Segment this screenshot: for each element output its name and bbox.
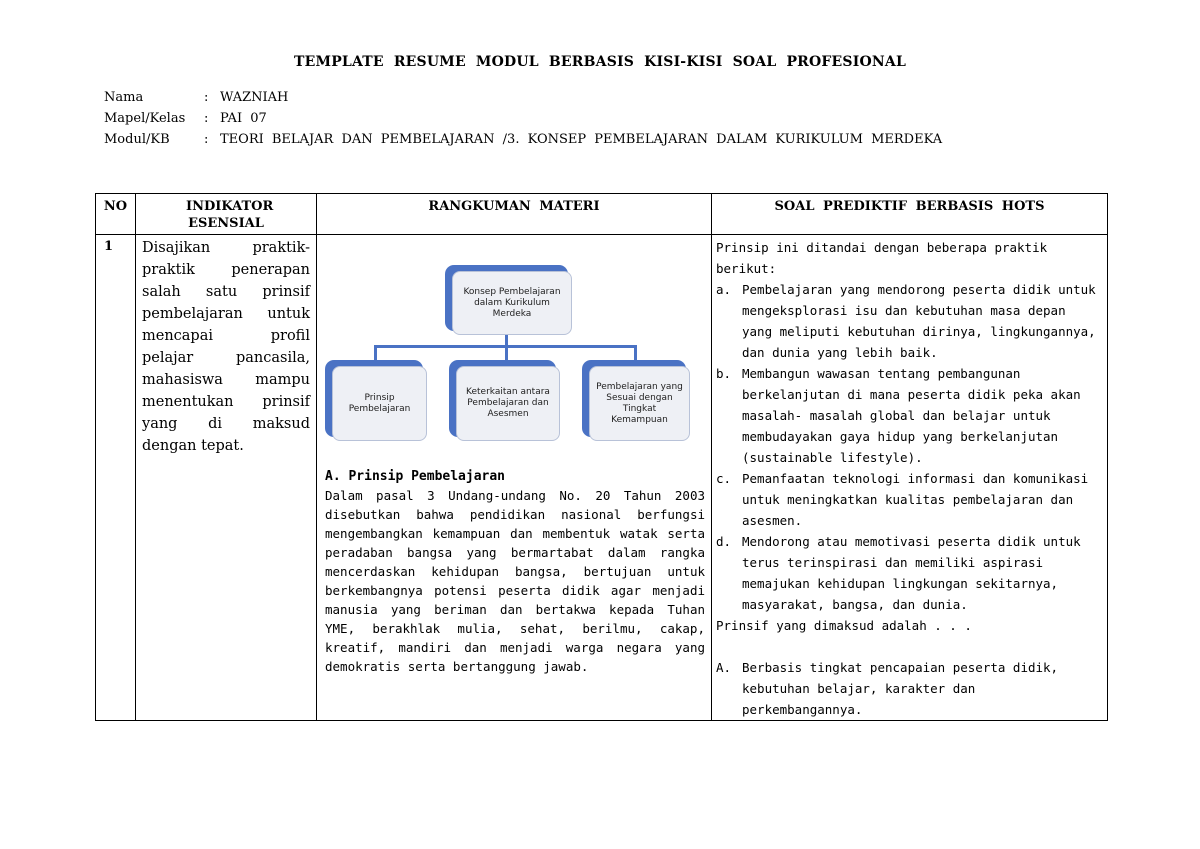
spacer bbox=[716, 636, 1101, 657]
item-marker: d. bbox=[716, 534, 732, 549]
identity-label: Modul/KB bbox=[104, 132, 170, 147]
indikator-cell bbox=[136, 235, 317, 721]
resume-table bbox=[95, 193, 1108, 721]
header-rangkuman: RANGKUMAN MATERI bbox=[317, 194, 712, 235]
identity-block bbox=[104, 87, 942, 150]
identity-label: Mapel/Kelas bbox=[104, 111, 186, 126]
header-indikator: INDIKATOR ESENSIAL bbox=[136, 194, 317, 235]
option-marker: A. bbox=[716, 660, 732, 675]
option-text: Berbasis tingkat pencapaian peserta didik, kebutuhan belajar, karakter dan perkembangannya. bbox=[742, 660, 1059, 717]
list-item bbox=[716, 468, 1101, 531]
diagram-connector-left bbox=[374, 345, 377, 361]
table-header-row bbox=[96, 194, 1108, 235]
item-marker: c. bbox=[716, 471, 732, 486]
item-text: Mendorong atau memotivasi peserta didik untuk terus terinspirasi dan memiliki aspirasi memajukan kehidupan lingkungan sekitarnya, masyarakat, bangsa, dan dunia. bbox=[742, 534, 1081, 612]
diagram-connector-mid bbox=[505, 345, 508, 361]
diagram-node-label: Prinsip Pembelajaran bbox=[332, 366, 427, 441]
soal-question: Prinsif yang dimaksud adalah . . . bbox=[716, 618, 972, 633]
page-title: TEMPLATE RESUME MODUL BERBASIS KISI-KISI SOAL PROFESIONAL bbox=[294, 54, 906, 70]
identity-value-modul: TEORI BELAJAR DAN PEMBELAJARAN /3. KONSEP PEMBELAJARAN DALAM KURIKULUM MERDEKA bbox=[220, 132, 943, 147]
diagram-node-tingkat-kemampuan bbox=[582, 360, 686, 437]
diagram-node-label: Keterkaitan antara Pembelajaran dan Asesmen bbox=[456, 366, 560, 441]
diagram-root-label: Konsep Pembelajaran dalam Kurikulum Merdeka bbox=[452, 271, 572, 335]
header-soal: SOAL PREDIKTIF BERBASIS HOTS bbox=[712, 194, 1108, 235]
soal-cell bbox=[712, 235, 1108, 721]
item-marker: a. bbox=[716, 282, 732, 297]
identity-value-nama: WAZNIAH bbox=[220, 90, 289, 105]
list-item bbox=[716, 279, 1101, 363]
item-text: Pemanfaatan teknologi informasi dan komunikasi untuk meningkatkan kualitas pembelajaran dan asesmen. bbox=[742, 471, 1089, 528]
list-item bbox=[716, 363, 1101, 468]
diagram-node-label: Pembelajaran yang Sesuai dengan Tingkat Kemampuan bbox=[589, 366, 690, 441]
identity-colon: : bbox=[204, 132, 209, 147]
identity-row-nama bbox=[104, 87, 942, 108]
row-number: 1 bbox=[96, 235, 136, 721]
identity-row-modul bbox=[104, 129, 942, 150]
identity-value-mapel: PAI 07 bbox=[220, 111, 267, 126]
item-text: Membangun wawasan tentang pembangunan berkelanjutan di mana peserta didik peka akan masalah- masalah global dan belajar untuk membudayakan gaya hidup yang berkelanjutan (sustainable lifestyle). bbox=[742, 366, 1081, 465]
header-no: NO bbox=[96, 194, 136, 235]
identity-colon: : bbox=[204, 90, 209, 105]
concept-diagram bbox=[325, 235, 705, 467]
table-row bbox=[96, 235, 1108, 721]
soal-intro: Prinsip ini ditandai dengan beberapa praktik berikut: bbox=[716, 240, 1048, 276]
identity-row-mapel bbox=[104, 108, 942, 129]
section-title: A. Prinsip Pembelajaran bbox=[325, 469, 506, 484]
answer-option bbox=[716, 657, 1101, 720]
identity-colon: : bbox=[204, 111, 209, 126]
item-text: Pembelajaran yang mendorong peserta didik untuk mengeksplorasi isu dan kebutuhan masa depan yang meliputi kebutuhan dirinya, lingkungannya, dan dunia yang lebih baik. bbox=[742, 282, 1096, 360]
rangkuman-cell bbox=[317, 235, 712, 721]
diagram-connector-right bbox=[634, 345, 637, 361]
identity-label: Nama bbox=[104, 90, 144, 105]
summary-text: Dalam pasal 3 Undang-undang No. 20 Tahun 2003 disebutkan bahwa pendidikan nasional berfungsi mengembangkan kemampuan dan membentuk watak serta peradaban bangsa yang bermartabat dalam rangka mencerdaskan kehidupan bangsa, bertujuan untuk berkembangnya potensi peserta didik agar menjadi manusia yang beriman dan bertakwa kepada Tuhan YME, berakhlak mulia, sehat, berilmu, cakap, kreatif, mandiri dan menjadi warga negara yang demokratis serta bertanggung jawab. bbox=[325, 488, 705, 674]
indikator-text: Disajikan praktik-praktik penerapan salah satu prinsif pembelajaran untuk mencapai profil pelajar pancasila, mahasiswa mampu menentukan prinsif yang di maksud dengan tepat. bbox=[142, 240, 310, 454]
diagram-node-prinsip bbox=[325, 360, 423, 437]
diagram-root-node bbox=[445, 265, 568, 331]
list-item bbox=[716, 531, 1101, 615]
diagram-node-keterkaitan bbox=[449, 360, 556, 437]
item-marker: b. bbox=[716, 366, 732, 381]
